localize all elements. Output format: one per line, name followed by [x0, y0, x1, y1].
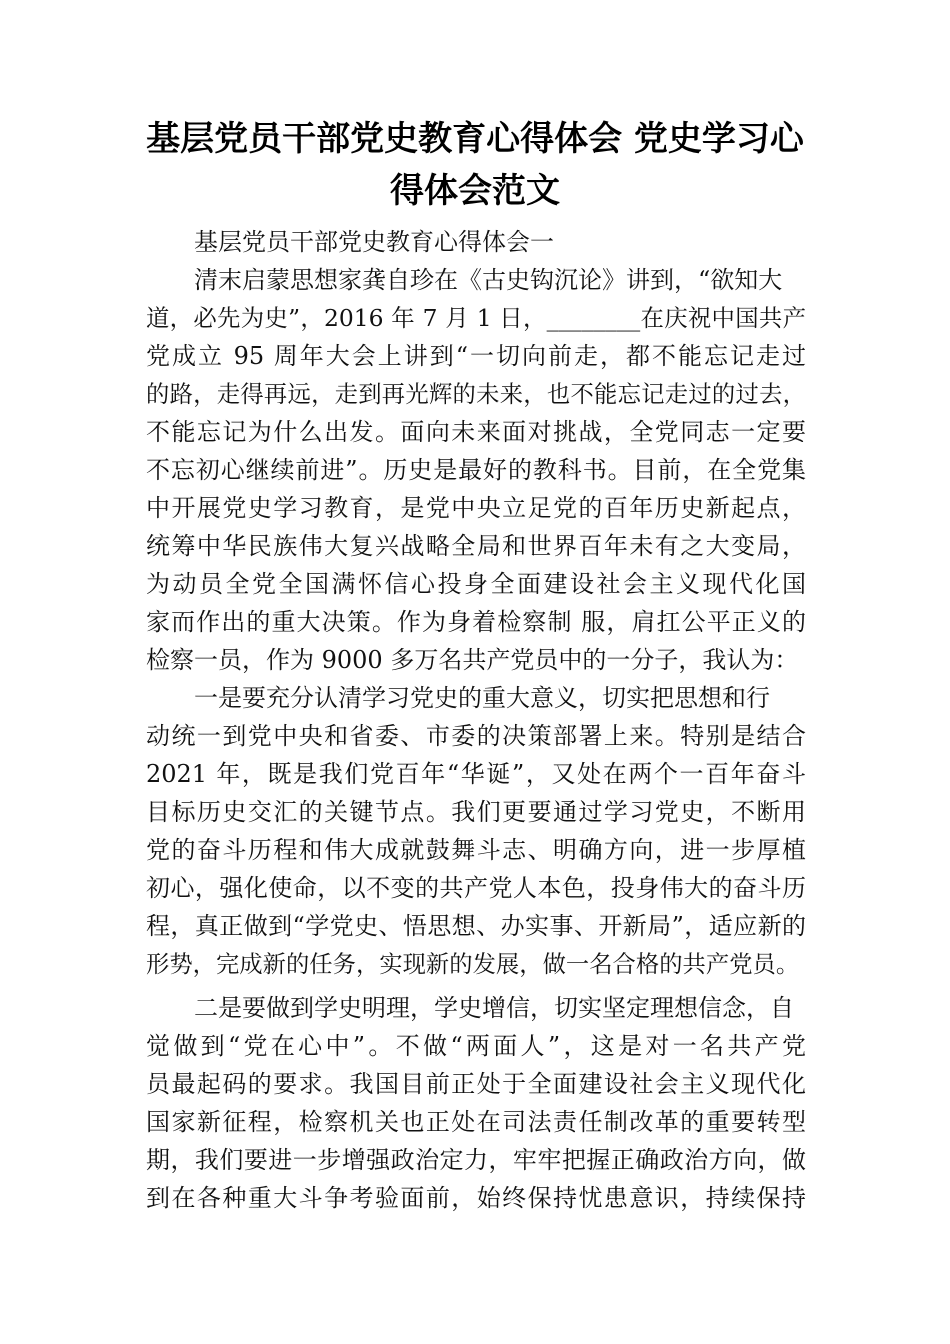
paragraph-line: 家而作出的重大决策。作为身着检察制 服，肩扛公平正义的 — [146, 608, 806, 636]
paragraph-line: 到在各种重大斗争考验面前，始终保持忧患意识，持续保持 — [146, 1184, 806, 1212]
paragraph-line: 一是要充分认清学习党史的重大意义，切实把思想和行 — [194, 684, 770, 712]
paragraph-line: 检察一员，作为 9000 多万名共产党员中的一分子，我认为： — [146, 646, 799, 674]
paragraph-line: 国家新征程，检察机关也正处在司法责任制改革的重要转型 — [146, 1108, 806, 1136]
section-heading: 基层党员干部党史教育心得体会一 — [194, 228, 554, 256]
paragraph-line: 不能忘记为什么出发。面向未来面对挑战，全党同志一定要 — [146, 418, 806, 446]
paragraph-line: 形势，完成新的任务，实现新的发展，做一名合格的共产党员。 — [146, 950, 800, 978]
paragraph-line: 员最起码的要求。我国目前正处于全面建设社会主义现代化 — [146, 1070, 806, 1098]
document-title-line-1: 基层党员干部党史教育心得体会 党史学习心 — [146, 119, 804, 159]
paragraph-line: 期，我们要进一步增强政治定力，牢牢把握正确政治方向，做 — [146, 1146, 806, 1174]
paragraph-line: 二是要做到学史明理，学史增信，切实坚定理想信念，自 — [194, 994, 794, 1022]
paragraph-line: 为动员全党全国满怀信心投身全面建设社会主义现代化国 — [146, 570, 806, 598]
paragraph-line: 道，必先为史”，2016 年 7 月 1 日，________在庆祝中国共产 — [146, 304, 806, 332]
paragraph-line: 目标历史交汇的关键节点。我们更要通过学习党史，不断用 — [146, 798, 806, 826]
paragraph-line: 觉做到“党在心中”。不做“两面人”，这是对一名共产党 — [146, 1032, 806, 1060]
paragraph-line: 的路，走得再远，走到再光辉的未来，也不能忘记走过的过去， — [146, 380, 806, 408]
paragraph-line: 动统一到党中央和省委、市委的决策部署上来。特别是结合 — [146, 722, 806, 750]
paragraph-line: 清末启蒙思想家龚自珍在《古史钩沉论》讲到，“欲知大 — [194, 266, 783, 294]
paragraph-line: 统筹中华民族伟大复兴战略全局和世界百年未有之大变局， — [146, 532, 806, 560]
paragraph-line: 党成立 95 周年大会上讲到“一切向前走，都不能忘记走过 — [146, 342, 806, 370]
paragraph-line: 2021 年，既是我们党百年“华诞”，又处在两个一百年奋斗 — [146, 760, 806, 788]
paragraph-line: 初心，强化使命，以不变的共产党人本色，投身伟大的奋斗历 — [146, 874, 806, 902]
paragraph-line: 程，真正做到“学党史、悟思想、办实事、开新局”，适应新的 — [146, 912, 806, 940]
paragraph-line: 不忘初心继续前进”。历史是最好的教科书。目前，在全党集 — [146, 456, 806, 484]
paragraph-line: 党的奋斗历程和伟大成就鼓舞斗志、明确方向，进一步厚植 — [146, 836, 806, 864]
document-title-line-2: 得体会范文 — [390, 171, 560, 211]
paragraph-line: 中开展党史学习教育，是党中央立足党的百年历史新起点， — [146, 494, 806, 522]
